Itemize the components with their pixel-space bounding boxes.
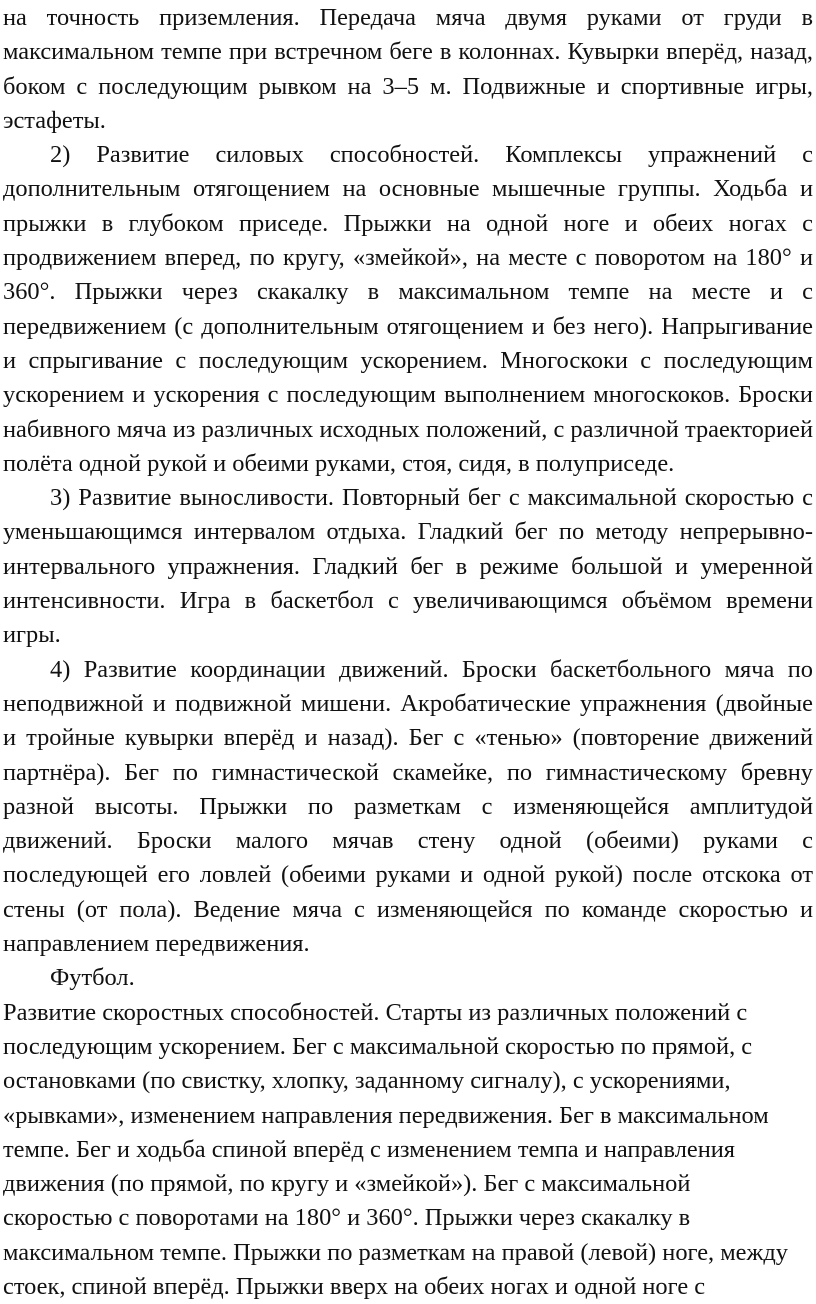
paragraph-landing-accuracy: на точность приземления. Передача мяча двумя руками от груди в максимальном темпе при встречном беге в колоннах. Кувырки вперёд, назад, боком с последующим рывком на 3–5 м. Подвижные и спортивные игры, эстафеты. xyxy=(3,4,813,134)
paragraph-endurance-development: 3) Развитие выносливости. Повторный бег с максимальной скоростью с уменьшающимся интервалом отдыха. Гладкий бег по методу непрерывно-интервального упражнения. Гладкий бег в режиме большой и умеренной интенсивности. Игра в баскетбол с увеличивающимся объёмом времени игры. xyxy=(3,484,813,649)
paragraph-speed-development: Развитие скоростных способностей. Старты из различных положений с последующим ускорением. Бег с максимальной скоростью по прямой, с остановками (по свистку, хлопку, заданному сигналу), с ускорениями, «рывками», изменением направления передвижения. Бег в максимальном темпе. Бег и ходьба спиной вперёд с изменением темпа и направления движения (по прямой, по кругу и «змейкой»). Бег с максимальной скоростью с поворотами на 180° и 360°. Прыжки через скакалку в максимальном темпе. Прыжки по разметкам на правой (левой) ноге, между стоек, спиной вперёд. Прыжки вверх на обеих ногах и одной ноге с xyxy=(3,998,788,1300)
paragraph-coordination-development: 4) Развитие координации движений. Броски баскетбольного мяча по неподвижной и подвижной мишени. Акробатические упражнения (двойные и тройные кувырки вперёд и назад). Бег с «тенью» (повторение движений партнёра). Бег по гимнастической скамейке, по гимнастическому бревну разной высоты. Прыжки по разметкам с изменяющейся амплитудой движений. Броски малого мячав стену одной (обеими) руками с последующей его ловлей (обеими руками и одной рукой) после отскока от стены (от пола). Ведение мяча с изменяющейся по команде скоростью и направлением передвижения. xyxy=(3,655,813,958)
document-page xyxy=(3,1,813,1304)
section-heading-football: Футбол. xyxy=(50,964,135,992)
paragraph-strength-development: 2) Развитие силовых способностей. Комплексы упражнений с дополнительным отягощением на основные мышечные группы. Ходьба и прыжки в глубоком приседе. Прыжки на одной ноге и обеих ногах с продвижением вперед, по кругу, «змейкой», на месте с поворотом на 180° и 360°. Прыжки через скакалку в максимальном темпе на месте и с передвижением (с дополнительным отягощением и без него). Напрыгивание и спрыгивание с последующим ускорением. Многоскоки с последующим ускорением и ускорения с последующим выполнением многоскоков. Броски набивного мяча из различных исходных положений, с различной траекторией полёта одной рукой и обеими руками, стоя, сидя, в полуприседе. xyxy=(3,141,813,477)
